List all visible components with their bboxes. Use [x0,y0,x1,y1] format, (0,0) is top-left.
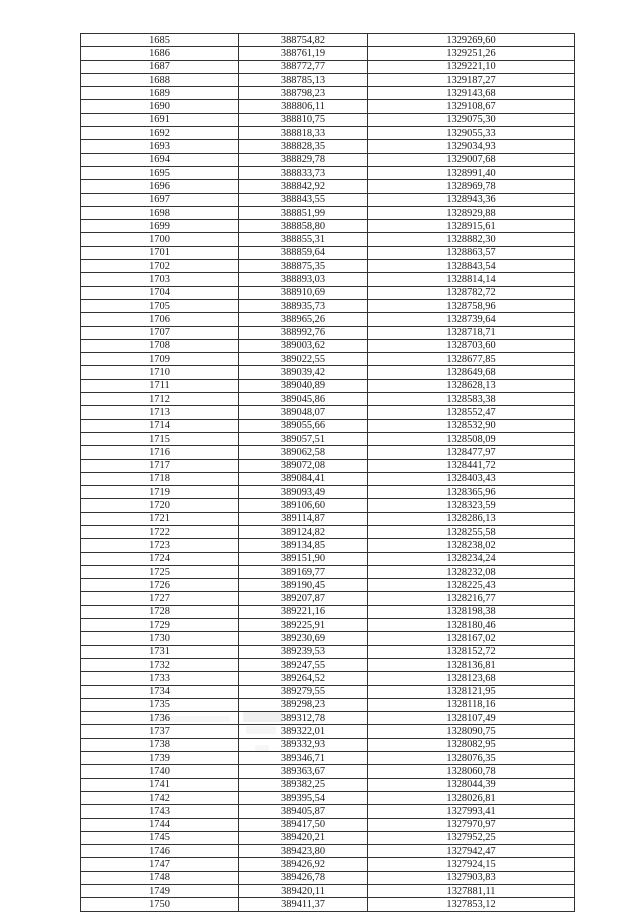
y-coordinate-cell: 1329269,60 [368,34,575,47]
y-coordinate-cell: 1328198,38 [368,605,575,618]
y-coordinate-cell: 1328477,97 [368,446,575,459]
y-coordinate-cell: 1328814,14 [368,273,575,286]
table-row [81,552,575,565]
table-row [81,339,575,352]
point-number-cell: 1705 [81,299,239,312]
point-number-cell: 1713 [81,406,239,419]
table-row [81,286,575,299]
table-row [81,898,575,911]
table-row [81,805,575,818]
y-coordinate-cell: 1328255,58 [368,525,575,538]
point-number-cell: 1694 [81,153,239,166]
x-coordinate-cell: 389207,87 [239,592,368,605]
x-coordinate-cell: 388992,76 [239,326,368,339]
x-coordinate-cell: 388754,82 [239,34,368,47]
x-coordinate-cell: 389169,77 [239,565,368,578]
x-coordinate-cell: 389124,82 [239,525,368,538]
table-row [81,845,575,858]
x-coordinate-cell: 388858,80 [239,220,368,233]
point-number-cell: 1708 [81,339,239,352]
point-number-cell: 1737 [81,725,239,738]
x-coordinate-cell: 389312,78 [239,712,368,725]
y-coordinate-cell: 1329075,30 [368,113,575,126]
coordinates-table-body [81,34,575,912]
point-number-cell: 1692 [81,127,239,140]
y-coordinate-cell: 1328107,49 [368,712,575,725]
point-number-cell: 1699 [81,220,239,233]
point-number-cell: 1686 [81,47,239,60]
table-row [81,632,575,645]
y-coordinate-cell: 1328323,59 [368,499,575,512]
point-number-cell: 1743 [81,805,239,818]
point-number-cell: 1696 [81,180,239,193]
x-coordinate-cell: 388761,19 [239,47,368,60]
table-row [81,313,575,326]
y-coordinate-cell: 1329221,10 [368,60,575,73]
y-coordinate-cell: 1328167,02 [368,632,575,645]
x-coordinate-cell: 389346,71 [239,752,368,765]
x-coordinate-cell: 389114,87 [239,512,368,525]
x-coordinate-cell: 388842,92 [239,180,368,193]
x-coordinate-cell: 389057,51 [239,432,368,445]
x-coordinate-cell: 388810,75 [239,113,368,126]
x-coordinate-cell: 389417,50 [239,818,368,831]
y-coordinate-cell: 1328234,24 [368,552,575,565]
point-number-cell: 1693 [81,140,239,153]
table-row [81,738,575,751]
table-row [81,153,575,166]
y-coordinate-cell: 1329055,33 [368,127,575,140]
point-number-cell: 1712 [81,393,239,406]
table-row [81,127,575,140]
y-coordinate-cell: 1328180,46 [368,619,575,632]
coordinates-table [80,33,575,912]
x-coordinate-cell: 389048,07 [239,406,368,419]
y-coordinate-cell: 1328782,72 [368,286,575,299]
x-coordinate-cell: 389395,54 [239,791,368,804]
point-number-cell: 1735 [81,698,239,711]
y-coordinate-cell: 1328152,72 [368,645,575,658]
x-coordinate-cell: 389040,89 [239,379,368,392]
table-row [81,818,575,831]
x-coordinate-cell: 389062,58 [239,446,368,459]
y-coordinate-cell: 1328238,02 [368,539,575,552]
table-row [81,752,575,765]
y-coordinate-cell: 1328703,60 [368,339,575,352]
y-coordinate-cell: 1328123,68 [368,672,575,685]
x-coordinate-cell: 389239,53 [239,645,368,658]
point-number-cell: 1729 [81,619,239,632]
table-row [81,525,575,538]
y-coordinate-cell: 1328991,40 [368,166,575,179]
x-coordinate-cell: 388855,31 [239,233,368,246]
x-coordinate-cell: 389151,90 [239,552,368,565]
y-coordinate-cell: 1328969,78 [368,180,575,193]
table-row [81,353,575,366]
table-row [81,512,575,525]
y-coordinate-cell: 1328441,72 [368,459,575,472]
point-number-cell: 1741 [81,778,239,791]
x-coordinate-cell: 389084,41 [239,472,368,485]
x-coordinate-cell: 389423,80 [239,845,368,858]
x-coordinate-cell: 389072,08 [239,459,368,472]
x-coordinate-cell: 389426,78 [239,871,368,884]
y-coordinate-cell: 1328216,77 [368,592,575,605]
table-row [81,180,575,193]
table-row [81,765,575,778]
y-coordinate-cell: 1328286,13 [368,512,575,525]
table-row [81,34,575,47]
y-coordinate-cell: 1328843,54 [368,260,575,273]
table-row [81,459,575,472]
y-coordinate-cell: 1328136,81 [368,658,575,671]
y-coordinate-cell: 1328583,38 [368,393,575,406]
table-row [81,539,575,552]
y-coordinate-cell: 1328060,78 [368,765,575,778]
y-coordinate-cell: 1328082,95 [368,738,575,751]
point-number-cell: 1703 [81,273,239,286]
point-number-cell: 1685 [81,34,239,47]
x-coordinate-cell: 389411,37 [239,898,368,911]
y-coordinate-cell: 1328628,13 [368,379,575,392]
y-coordinate-cell: 1328943,36 [368,193,575,206]
table-row [81,871,575,884]
x-coordinate-cell: 389322,01 [239,725,368,738]
table-row [81,233,575,246]
x-coordinate-cell: 388806,11 [239,100,368,113]
table-row [81,100,575,113]
point-number-cell: 1739 [81,752,239,765]
y-coordinate-cell: 1328026,81 [368,791,575,804]
table-row [81,565,575,578]
point-number-cell: 1697 [81,193,239,206]
y-coordinate-cell: 1328403,43 [368,472,575,485]
x-coordinate-cell: 389279,55 [239,685,368,698]
point-number-cell: 1725 [81,565,239,578]
table-row [81,658,575,671]
x-coordinate-cell: 388818,33 [239,127,368,140]
x-coordinate-cell: 389221,16 [239,605,368,618]
table-row [81,87,575,100]
point-number-cell: 1710 [81,366,239,379]
table-row [81,432,575,445]
y-coordinate-cell: 1328365,96 [368,486,575,499]
point-number-cell: 1744 [81,818,239,831]
point-number-cell: 1695 [81,166,239,179]
table-row [81,486,575,499]
x-coordinate-cell: 388859,64 [239,246,368,259]
point-number-cell: 1727 [81,592,239,605]
table-row [81,260,575,273]
table-row [81,712,575,725]
y-coordinate-cell: 1328929,88 [368,206,575,219]
point-number-cell: 1732 [81,658,239,671]
x-coordinate-cell: 388910,69 [239,286,368,299]
point-number-cell: 1688 [81,73,239,86]
y-coordinate-cell: 1328758,96 [368,299,575,312]
point-number-cell: 1745 [81,831,239,844]
y-coordinate-cell: 1328225,43 [368,579,575,592]
x-coordinate-cell: 389055,66 [239,419,368,432]
point-number-cell: 1709 [81,353,239,366]
table-row [81,326,575,339]
x-coordinate-cell: 388785,13 [239,73,368,86]
point-number-cell: 1704 [81,286,239,299]
point-number-cell: 1706 [81,313,239,326]
x-coordinate-cell: 389134,85 [239,539,368,552]
y-coordinate-cell: 1327970,97 [368,818,575,831]
table-row [81,206,575,219]
x-coordinate-cell: 388828,35 [239,140,368,153]
y-coordinate-cell: 1328718,71 [368,326,575,339]
table-row [81,725,575,738]
x-coordinate-cell: 389022,55 [239,353,368,366]
y-coordinate-cell: 1328649,68 [368,366,575,379]
y-coordinate-cell: 1329108,67 [368,100,575,113]
x-coordinate-cell: 388965,26 [239,313,368,326]
point-number-cell: 1726 [81,579,239,592]
point-number-cell: 1689 [81,87,239,100]
table-row [81,885,575,898]
table-row [81,499,575,512]
point-number-cell: 1724 [81,552,239,565]
table-row [81,645,575,658]
table-row [81,299,575,312]
point-number-cell: 1746 [81,845,239,858]
point-number-cell: 1750 [81,898,239,911]
point-number-cell: 1736 [81,712,239,725]
point-number-cell: 1731 [81,645,239,658]
point-number-cell: 1719 [81,486,239,499]
point-number-cell: 1714 [81,419,239,432]
point-number-cell: 1717 [81,459,239,472]
point-number-cell: 1711 [81,379,239,392]
x-coordinate-cell: 388851,99 [239,206,368,219]
table-row [81,73,575,86]
y-coordinate-cell: 1328863,57 [368,246,575,259]
table-row [81,393,575,406]
point-number-cell: 1718 [81,472,239,485]
x-coordinate-cell: 389093,49 [239,486,368,499]
point-number-cell: 1707 [81,326,239,339]
table-row [81,113,575,126]
point-number-cell: 1740 [81,765,239,778]
table-row [81,273,575,286]
point-number-cell: 1734 [81,685,239,698]
table-row [81,698,575,711]
point-number-cell: 1701 [81,246,239,259]
table-row [81,472,575,485]
table-row [81,446,575,459]
x-coordinate-cell: 389247,55 [239,658,368,671]
x-coordinate-cell: 388772,77 [239,60,368,73]
x-coordinate-cell: 388843,55 [239,193,368,206]
x-coordinate-cell: 389003,62 [239,339,368,352]
point-number-cell: 1716 [81,446,239,459]
point-number-cell: 1702 [81,260,239,273]
y-coordinate-cell: 1327993,41 [368,805,575,818]
table-row [81,831,575,844]
point-number-cell: 1687 [81,60,239,73]
table-row [81,166,575,179]
y-coordinate-cell: 1327924,15 [368,858,575,871]
point-number-cell: 1748 [81,871,239,884]
point-number-cell: 1723 [81,539,239,552]
y-coordinate-cell: 1328232,08 [368,565,575,578]
x-coordinate-cell: 389298,23 [239,698,368,711]
y-coordinate-cell: 1327942,47 [368,845,575,858]
x-coordinate-cell: 388893,03 [239,273,368,286]
y-coordinate-cell: 1329143,68 [368,87,575,100]
y-coordinate-cell: 1328532,90 [368,419,575,432]
y-coordinate-cell: 1328076,35 [368,752,575,765]
point-number-cell: 1700 [81,233,239,246]
point-number-cell: 1721 [81,512,239,525]
table-row [81,592,575,605]
y-coordinate-cell: 1327881,11 [368,885,575,898]
x-coordinate-cell: 389045,86 [239,393,368,406]
point-number-cell: 1733 [81,672,239,685]
y-coordinate-cell: 1327952,25 [368,831,575,844]
x-coordinate-cell: 389039,42 [239,366,368,379]
y-coordinate-cell: 1329007,68 [368,153,575,166]
point-number-cell: 1749 [81,885,239,898]
y-coordinate-cell: 1328882,30 [368,233,575,246]
y-coordinate-cell: 1328121,95 [368,685,575,698]
point-number-cell: 1742 [81,791,239,804]
y-coordinate-cell: 1328677,85 [368,353,575,366]
x-coordinate-cell: 389332,93 [239,738,368,751]
y-coordinate-cell: 1328739,64 [368,313,575,326]
table-row [81,619,575,632]
point-number-cell: 1730 [81,632,239,645]
x-coordinate-cell: 389264,52 [239,672,368,685]
point-number-cell: 1720 [81,499,239,512]
y-coordinate-cell: 1328915,61 [368,220,575,233]
x-coordinate-cell: 388798,23 [239,87,368,100]
y-coordinate-cell: 1327853,12 [368,898,575,911]
table-row [81,672,575,685]
x-coordinate-cell: 388829,78 [239,153,368,166]
table-row [81,778,575,791]
x-coordinate-cell: 389382,25 [239,778,368,791]
x-coordinate-cell: 389106,60 [239,499,368,512]
table-row [81,791,575,804]
point-number-cell: 1747 [81,858,239,871]
table-row [81,605,575,618]
y-coordinate-cell: 1328044,39 [368,778,575,791]
table-row [81,60,575,73]
table-row [81,379,575,392]
table-row [81,366,575,379]
y-coordinate-cell: 1328090,75 [368,725,575,738]
point-number-cell: 1690 [81,100,239,113]
x-coordinate-cell: 388875,35 [239,260,368,273]
point-number-cell: 1722 [81,525,239,538]
table-row [81,193,575,206]
table-row [81,685,575,698]
x-coordinate-cell: 389230,69 [239,632,368,645]
point-number-cell: 1728 [81,605,239,618]
table-row [81,220,575,233]
x-coordinate-cell: 388935,73 [239,299,368,312]
table-row [81,246,575,259]
point-number-cell: 1698 [81,206,239,219]
table-row [81,406,575,419]
y-coordinate-cell: 1329251,26 [368,47,575,60]
table-row [81,140,575,153]
y-coordinate-cell: 1327903,83 [368,871,575,884]
point-number-cell: 1715 [81,432,239,445]
y-coordinate-cell: 1329187,27 [368,73,575,86]
x-coordinate-cell: 389405,87 [239,805,368,818]
point-number-cell: 1691 [81,113,239,126]
x-coordinate-cell: 389225,91 [239,619,368,632]
y-coordinate-cell: 1328552,47 [368,406,575,419]
table-row [81,858,575,871]
y-coordinate-cell: 1328118,16 [368,698,575,711]
table-row [81,47,575,60]
x-coordinate-cell: 389363,67 [239,765,368,778]
table-row [81,419,575,432]
y-coordinate-cell: 1328508,09 [368,432,575,445]
x-coordinate-cell: 388833,73 [239,166,368,179]
x-coordinate-cell: 389420,21 [239,831,368,844]
point-number-cell: 1738 [81,738,239,751]
x-coordinate-cell: 389426,92 [239,858,368,871]
y-coordinate-cell: 1329034,93 [368,140,575,153]
x-coordinate-cell: 389420,11 [239,885,368,898]
table-row [81,579,575,592]
x-coordinate-cell: 389190,45 [239,579,368,592]
